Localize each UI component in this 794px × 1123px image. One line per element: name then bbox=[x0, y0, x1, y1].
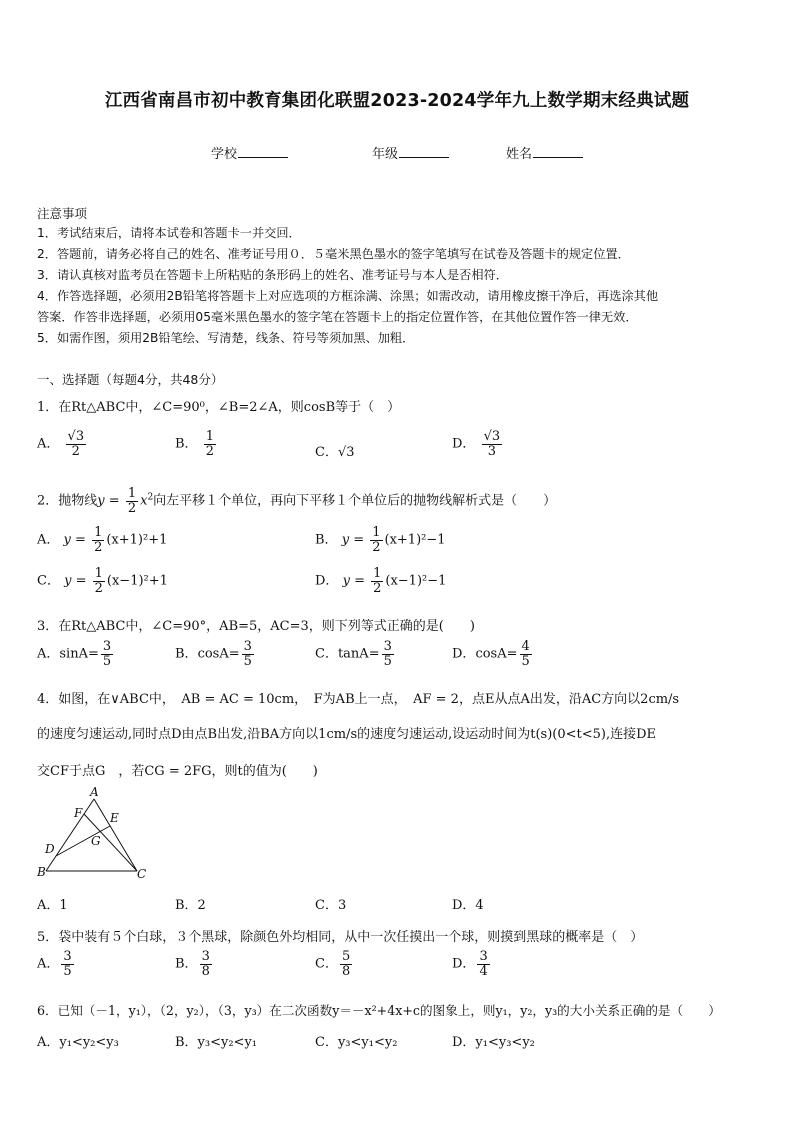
school-field: 学校 bbox=[211, 143, 288, 162]
q1-option-b: B． $\frac{1}{2}$ bbox=[175, 429, 214, 459]
q6-option-d: D．y₁<y₃<y₂ bbox=[452, 1035, 535, 1050]
q1-option-d: D． $\frac{√3}{3}$ bbox=[452, 429, 501, 459]
q6-option-c: C．y₃<y₁<y₂ bbox=[315, 1035, 398, 1050]
note-item: 3．请认真核对监考员在答题卡上所粘贴的条形码上的姓名、准考证号与本人是否相符． bbox=[37, 268, 508, 282]
fraction: $\frac{1}{2}$ bbox=[205, 429, 214, 459]
school-blank bbox=[238, 145, 288, 158]
question-4-line3: 交CF于点G ，若CG = 2FG，则t的值为( ) bbox=[37, 764, 318, 779]
q1-option-c: C．√3 bbox=[315, 445, 355, 460]
notes-heading: 注意事项 bbox=[37, 206, 88, 221]
q3-option-d: D．cosA= $\frac{4}{5}$ bbox=[452, 639, 530, 669]
label-f: F bbox=[74, 806, 83, 820]
note-item: 答案．作答非选择题，必须用05毫米黑色墨水的签字笔在答题卡上的指定位置作答，在其他位置作答一律无效． bbox=[37, 310, 638, 324]
q5-option-c: C． $\frac{5}{8}$ bbox=[315, 949, 351, 979]
page-title: 江西省南昌市初中教育集团化联盟2023-2024学年九上数学期末经典试题 bbox=[104, 91, 690, 111]
label-e: E bbox=[110, 811, 119, 825]
q6-option-a: A．y₁<y₂<y₃ bbox=[37, 1035, 119, 1050]
question-5-stem: 5．袋中装有５个白球，３个黑球，除颜色外均相同，从中一次任摸出一个球，则摸到黑球的概率是（ ） bbox=[37, 930, 644, 945]
fraction: $\frac{√3}{2}$ bbox=[67, 429, 85, 459]
q3-option-c: C．tanA= $\frac{3}{5}$ bbox=[315, 639, 392, 669]
label-b: B bbox=[37, 865, 46, 879]
note-item: 1．考试结束后，请将本试卷和答题卡一并交回． bbox=[37, 226, 301, 240]
note-item: 5．如需作图，须用2B铅笔绘、写清楚，线条、符号等须加黑、加粗． bbox=[37, 331, 415, 345]
note-item: 2．答题前，请务必将自己的姓名、准考证号用０．５毫米黑色墨水的签字笔填写在试卷及答题卡的规定位置． bbox=[37, 247, 630, 261]
question-6-stem: 6．已知（－1，y₁），（2，y₂），（3，y₃）在二次函数y＝－x²+4x+c的图象上，则y₁，y₂，y₃的大小关系正确的是（ ） bbox=[37, 1003, 721, 1018]
question-4-line1: 4．如图，在∨ABC中， AB = AC = 10cm， F为AB上一点， AF = 2，点E从点A出发，沿AC方向以2cm/s bbox=[37, 692, 680, 707]
q2-option-b: B． y = $\frac{1}{2}$ (x+1)²−1 bbox=[315, 525, 446, 555]
q6-option-b: B．y₃<y₂<y₁ bbox=[175, 1035, 258, 1050]
q2-option-a: A． y = $\frac{1}{2}$ (x+1)²+1 bbox=[37, 525, 168, 555]
question-4-line2: 的速度匀速运动,同时点D由点B出发,沿BA方向以1cm/s的速度匀速运动,设运动时间为t(s)(0<t<5),连接DE bbox=[37, 727, 657, 742]
question-2-stem: 2．抛物线y = $\frac{1}{2}$ $x^2$向左平移１个单位，再向下平移１个单位后的抛物线解析式是（ ） bbox=[37, 486, 557, 516]
q5-option-a: A． $\frac{3}{5}$ bbox=[37, 949, 72, 979]
q5-option-d: D． $\frac{3}{4}$ bbox=[452, 949, 488, 979]
q4-option-d: D．4 bbox=[452, 898, 484, 913]
q4-option-b: B．2 bbox=[175, 898, 206, 913]
label-a: A bbox=[90, 785, 99, 799]
fraction: $\frac{√3}{3}$ bbox=[483, 429, 501, 459]
q3-option-b: B．cosA= $\frac{3}{5}$ bbox=[175, 639, 252, 669]
label-c: C bbox=[137, 867, 147, 881]
name-blank bbox=[533, 145, 583, 158]
grade-blank bbox=[399, 145, 449, 158]
q4-option-a: A．1 bbox=[37, 898, 68, 913]
q1-option-a: A． $\frac{√3}{2}$ bbox=[37, 429, 85, 459]
label-d: D bbox=[45, 842, 55, 856]
fraction: $\frac{1}{2}$ bbox=[127, 486, 137, 516]
name-field: 姓名 bbox=[506, 143, 583, 162]
question-3-stem: 3．在Rt△ABC中，∠C=90°，AB=5，AC=3，则下列等式正确的是( ) bbox=[37, 619, 475, 634]
note-item: 4．作答选择题，必须用2B铅笔将答题卡上对应选项的方框涂满、涂黑；如需改动，请用橡皮擦干净后，再选涂其他 bbox=[37, 289, 659, 303]
question-1-stem: 1．在Rt△ABC中，∠C=90⁰，∠B=2∠A，则cosB等于（ ） bbox=[37, 400, 401, 415]
q5-option-b: B． $\frac{3}{8}$ bbox=[175, 949, 210, 979]
section-heading: 一、选择题（每题4分，共48分） bbox=[37, 372, 224, 387]
q4-option-c: C．3 bbox=[315, 898, 347, 913]
q2-option-d: D． y = $\frac{1}{2}$ (x−1)²−1 bbox=[315, 566, 447, 596]
grade-field: 年级 bbox=[372, 143, 449, 162]
q2-option-c: C． y = $\frac{1}{2}$ (x−1)²+1 bbox=[37, 566, 168, 596]
triangle-figure bbox=[34, 785, 154, 883]
label-g: G bbox=[91, 834, 101, 848]
q3-option-a: A．sinA= $\frac{3}{5}$ bbox=[37, 639, 112, 669]
